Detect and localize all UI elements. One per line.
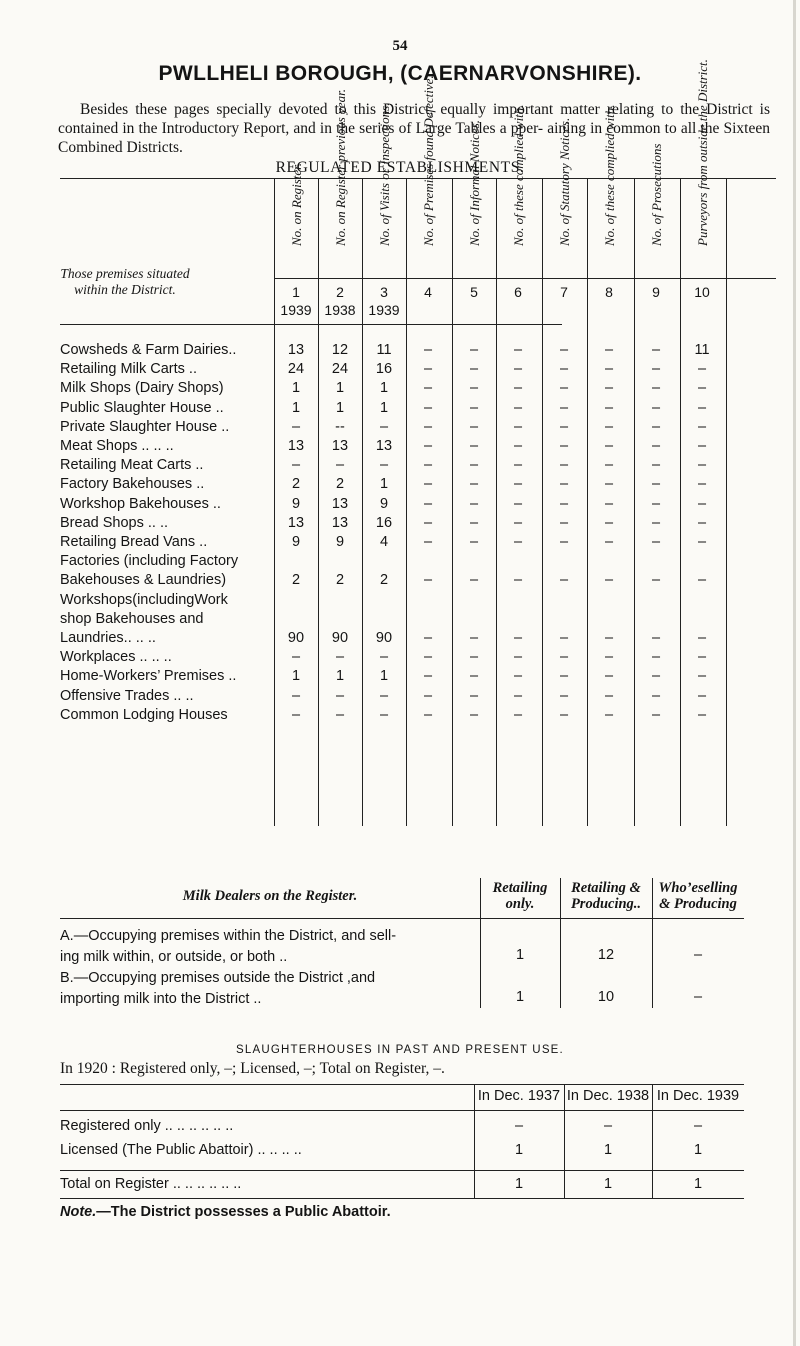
column-header-text: No. of these complied with.	[511, 104, 526, 246]
page-number: 54	[392, 38, 408, 54]
milk-dealers-header: Milk Dealers on the Register.	[182, 888, 358, 904]
row-label: Workshops(includingWork	[60, 591, 228, 608]
table-cell: –	[604, 572, 614, 589]
table-cell: –	[513, 572, 523, 589]
column-header-text: No. on Register.	[289, 162, 304, 246]
row-label: Retailing Meat Carts ..	[60, 457, 204, 474]
column-header-1	[276, 162, 318, 260]
table-cell: 16	[375, 514, 393, 531]
section-title: REGULATED ESTABLISHMENTS.	[275, 159, 525, 176]
column-number: 6	[514, 284, 522, 300]
table-cell: –	[513, 361, 523, 378]
table-cell: 24	[287, 361, 305, 378]
table-cell: 90	[375, 630, 393, 646]
table-cell: 13	[287, 342, 305, 358]
table-cell: –	[469, 668, 479, 685]
sl-row-label: Total on Register .. .. .. .. .. ..	[60, 1176, 242, 1192]
row-label: Factory Bakehouses ..	[60, 476, 205, 493]
table-cell: 24	[331, 361, 349, 378]
table-cell: 2	[291, 572, 301, 589]
milk-cell: –	[693, 947, 703, 963]
table-cell: 13	[287, 438, 305, 454]
table-cell: –	[423, 495, 433, 512]
table-cell: –	[513, 380, 523, 397]
sl-column-header: In Dec. 1938	[566, 1088, 650, 1104]
table-cell: 1	[335, 399, 345, 416]
column-number: 1	[292, 284, 300, 300]
table-cell: –	[697, 399, 707, 416]
row-label: Workshop Bakehouses ..	[60, 495, 221, 512]
table-cell: –	[559, 418, 569, 435]
column-header-8	[589, 104, 631, 260]
table-cell: –	[559, 438, 569, 454]
table-cell: –	[379, 418, 389, 435]
column-number: 4	[424, 284, 432, 300]
row-label: Factories (including Factory	[60, 553, 239, 570]
table-cell: –	[559, 534, 569, 550]
sl-column-header: In Dec. 1939	[656, 1088, 740, 1104]
table-cell: –	[559, 668, 569, 685]
table-cell: –	[335, 457, 345, 474]
table-cell: 1	[291, 380, 301, 397]
table-cell: –	[513, 399, 523, 416]
table-cell: –	[651, 457, 661, 474]
table-cell: –	[697, 572, 707, 589]
note-prefix: Note.	[60, 1204, 97, 1220]
row-label: Laundries.. .. ..	[60, 630, 156, 646]
column-header-text: No. of Statutory Notices.	[557, 117, 572, 246]
milk-cell: –	[693, 989, 703, 1005]
table-cell: –	[469, 706, 479, 723]
table-cell: 11	[376, 342, 392, 358]
table-cell: –	[559, 495, 569, 512]
column-header-text: No. of Prosecutions	[649, 143, 664, 246]
milk-cell: 10	[597, 989, 615, 1005]
table-cell: –	[423, 687, 433, 704]
table-cell: 11	[694, 342, 710, 358]
milk-row-label: ing milk within, or outside, or both ..	[60, 949, 288, 965]
row-label: Public Slaughter House ..	[60, 399, 224, 416]
milk-row-label: A.—Occupying premises within the District, and sell-	[60, 928, 397, 944]
table-cell: –	[423, 572, 433, 589]
table-cell: –	[559, 514, 569, 531]
column-year: 1939	[280, 302, 312, 318]
table-cell: –	[604, 380, 614, 397]
table-cell: 1	[379, 476, 389, 493]
table-cell: –	[469, 514, 479, 531]
table-cell: –	[604, 457, 614, 474]
table-cell: –	[513, 418, 523, 435]
milk-row-label: B.—Occupying premises outside the District ,and	[60, 970, 376, 986]
table-cell: 1	[291, 399, 301, 416]
column-header-text: No. of Visits or Inspections.	[377, 102, 392, 246]
milk-column-header: Retailing & Producing..	[570, 880, 642, 912]
row-label: Bread Shops .. ..	[60, 514, 169, 531]
table-cell: –	[604, 438, 614, 454]
table-cell: –	[697, 380, 707, 397]
table-cell: –	[423, 476, 433, 493]
table-cell: –	[513, 438, 523, 454]
table-cell: –	[513, 668, 523, 685]
table-cell: 1	[335, 380, 345, 397]
sl-total-rule	[60, 1170, 744, 1171]
row-label: shop Bakehouses and	[60, 610, 204, 627]
column-number: 7	[560, 284, 568, 300]
sl-row-label: Registered only .. .. .. .. .. ..	[60, 1118, 234, 1134]
table-cell: –	[379, 649, 389, 666]
column-header-4	[408, 75, 450, 260]
table-cell: 1	[379, 399, 389, 416]
table-cell: 9	[291, 495, 301, 512]
table-cell: –	[423, 534, 433, 550]
column-header-text: No. on Register previous year.	[333, 89, 348, 246]
table-cell: –	[697, 514, 707, 531]
table-cell: –	[651, 687, 661, 704]
column-header-text: Purveyors from outside the District.	[695, 59, 710, 246]
table-cell: 1	[335, 668, 345, 685]
row-label: Home-Workers’ Premises ..	[60, 668, 237, 685]
table-cell: –	[651, 438, 661, 454]
table-cell: 2	[379, 572, 389, 589]
table-cell: 2	[291, 476, 301, 493]
column-header-6	[498, 104, 540, 260]
row-label: Workplaces .. .. ..	[60, 649, 172, 666]
table-cell: –	[604, 687, 614, 704]
column-rule	[726, 178, 727, 826]
sl-column-header: In Dec. 1937	[477, 1088, 561, 1104]
note	[60, 1204, 391, 1220]
table-cell: 2	[335, 476, 345, 493]
table-cell: –	[513, 342, 523, 358]
slaughterhouses-title: SLAUGHTERHOUSES IN PAST AND PRESENT USE.	[236, 1044, 564, 1056]
table-cell: –	[697, 630, 707, 646]
table-cell: –	[291, 418, 301, 435]
table-cell: –	[559, 476, 569, 493]
column-number: 3	[380, 284, 388, 300]
table-cell: –	[697, 706, 707, 723]
table-cell: –	[559, 687, 569, 704]
table-cell: –	[697, 495, 707, 512]
table-cell: –	[469, 438, 479, 454]
milk-cell: 1	[515, 989, 525, 1005]
sl-cell: 1	[514, 1176, 524, 1192]
row-label: Retailing Milk Carts ..	[60, 361, 197, 378]
table-cell: –	[423, 668, 433, 685]
sl-cell: 1	[603, 1176, 613, 1192]
table-cell: --	[335, 418, 345, 435]
table-cell: –	[469, 572, 479, 589]
sl-cell: 1	[693, 1176, 703, 1192]
slaughterhouses-table	[60, 1084, 780, 1204]
table-cell: –	[651, 706, 661, 723]
note-text: —The District possesses a Public Abattoir.	[96, 1204, 391, 1220]
table-cell: –	[291, 687, 301, 704]
table-cell: –	[469, 687, 479, 704]
column-header-5	[454, 119, 496, 260]
row-header-label: Those premises situated within the District.	[60, 266, 190, 297]
table-cell: –	[423, 706, 433, 723]
table-cell: –	[469, 361, 479, 378]
column-header-text: No. of Informal Notices.	[467, 119, 482, 246]
table-cell: 2	[335, 572, 345, 589]
table-cell: –	[604, 476, 614, 493]
table-cell: –	[604, 706, 614, 723]
table-cell: 13	[331, 514, 349, 531]
table-cell: 13	[331, 438, 349, 454]
table-cell: –	[379, 706, 389, 723]
table-cell: –	[469, 495, 479, 512]
milk-dealers-table	[60, 878, 780, 1008]
table-cell: –	[651, 514, 661, 531]
table-cell: –	[559, 361, 569, 378]
table-cell: –	[379, 457, 389, 474]
table-cell: –	[469, 649, 479, 666]
column-header-9	[636, 143, 678, 260]
row-label: Private Slaughter House ..	[60, 418, 230, 435]
sl-row-label: Licensed (The Public Abattoir) .. .. .. ..	[60, 1142, 302, 1158]
table-cell: –	[559, 649, 569, 666]
slaughterhouses-summary: In 1920 : Registered only, –; Licensed, –; Total on Register, –.	[60, 1060, 445, 1077]
sl-cell: 1	[514, 1142, 524, 1158]
table-cell: –	[423, 361, 433, 378]
column-header-text: No. of Premises found Defective.	[421, 75, 436, 246]
table-cell: 1	[379, 668, 389, 685]
sl-cell: –	[693, 1118, 703, 1134]
table-cell: –	[604, 649, 614, 666]
table-cell: –	[335, 706, 345, 723]
table-cell: –	[513, 630, 523, 646]
table-cell: –	[513, 476, 523, 493]
sl-cell: 1	[693, 1142, 703, 1158]
table-cell: –	[697, 457, 707, 474]
table-cell: –	[697, 476, 707, 493]
table-cell: –	[697, 534, 707, 550]
column-header-text: No. of these complied with.	[602, 104, 617, 246]
table-cell: –	[559, 399, 569, 416]
row-label: Milk Shops (Dairy Shops)	[60, 380, 224, 397]
table-cell: –	[651, 649, 661, 666]
table-cell: –	[697, 438, 707, 454]
milk-column-header: Retailing only.	[492, 880, 548, 912]
column-number: 8	[605, 284, 613, 300]
milk-cell: 1	[515, 947, 525, 963]
table-cell: –	[469, 457, 479, 474]
column-header-7	[544, 117, 586, 260]
sl-cell: –	[514, 1118, 524, 1134]
table-cell: –	[469, 399, 479, 416]
table-cell: 4	[379, 534, 389, 550]
table-cell: –	[335, 649, 345, 666]
table-cell: –	[604, 342, 614, 358]
table-cell: –	[291, 706, 301, 723]
table-cell: –	[651, 476, 661, 493]
table-cell: 1	[379, 380, 389, 397]
table-cell: –	[513, 649, 523, 666]
row-label: Retailing Bread Vans ..	[60, 534, 208, 550]
row-label: Common Lodging Houses	[60, 706, 228, 723]
table-cell: –	[513, 706, 523, 723]
table-top-rule	[60, 178, 776, 179]
table-cell: –	[423, 418, 433, 435]
table-cell: –	[697, 668, 707, 685]
table-cell: –	[697, 649, 707, 666]
column-year: 1938	[324, 302, 356, 318]
table-cell: –	[469, 380, 479, 397]
table-cell: –	[513, 534, 523, 550]
table-cell: –	[513, 514, 523, 531]
column-header-10	[682, 59, 724, 260]
table-cell: –	[559, 572, 569, 589]
table-cell: 90	[287, 630, 305, 646]
table-cell: –	[469, 534, 479, 550]
row-label: Cowsheds & Farm Dairies..	[60, 342, 237, 358]
table-cell: 9	[335, 534, 345, 550]
table-cell: –	[651, 361, 661, 378]
table-cell: –	[651, 572, 661, 589]
table-cell: 16	[375, 361, 393, 378]
column-number: 9	[652, 284, 660, 300]
column-number: 2	[336, 284, 344, 300]
table-cell: –	[604, 361, 614, 378]
intro-text: Besides these pages specially devoted to this District, equally important matter relating to the District is contained in the Introductory Report, and in the series of Large Tables a pper- aining in common to all the Sixteen Combined Districts.	[58, 101, 770, 156]
table-cell: –	[604, 630, 614, 646]
sl-cell: 1	[603, 1142, 613, 1158]
table-cell: 90	[331, 630, 349, 646]
row-label: Bakehouses & Laundries)	[60, 572, 227, 589]
table-cell: –	[651, 534, 661, 550]
column-header-3	[364, 102, 406, 260]
table-cell: –	[469, 342, 479, 358]
table-cell: –	[559, 342, 569, 358]
table-cell: –	[559, 457, 569, 474]
sl-top-rule	[60, 1084, 744, 1085]
table-cell: –	[469, 418, 479, 435]
milk-header-rule	[60, 918, 744, 919]
table-cell: –	[604, 534, 614, 550]
column-number: 5	[470, 284, 478, 300]
header-number-rule	[274, 278, 776, 279]
table-cell: –	[423, 630, 433, 646]
table-cell: –	[604, 514, 614, 531]
page-edge-shadow	[793, 0, 796, 1346]
table-cell: 9	[379, 495, 389, 512]
header-bottom-rule	[60, 324, 562, 325]
column-header-2	[320, 89, 362, 260]
column-year: 1939	[368, 302, 400, 318]
table-cell: –	[651, 668, 661, 685]
table-cell: –	[651, 342, 661, 358]
table-cell: –	[423, 342, 433, 358]
table-cell: 12	[331, 342, 349, 358]
table-cell: –	[291, 649, 301, 666]
table-cell: –	[559, 706, 569, 723]
table-cell: –	[423, 649, 433, 666]
column-number: 10	[694, 284, 710, 300]
table-cell: –	[651, 380, 661, 397]
table-cell: –	[559, 380, 569, 397]
table-cell: –	[469, 476, 479, 493]
table-cell: –	[604, 418, 614, 435]
table-cell: 13	[287, 514, 305, 531]
table-cell: –	[697, 418, 707, 435]
sl-cell: –	[603, 1118, 613, 1134]
table-cell: –	[651, 495, 661, 512]
table-cell: –	[604, 495, 614, 512]
milk-column-header: Who’eselling & Producing	[658, 880, 738, 912]
table-cell: –	[335, 687, 345, 704]
table-cell: –	[469, 630, 479, 646]
table-cell: –	[291, 457, 301, 474]
table-cell: –	[379, 687, 389, 704]
milk-cell: 12	[597, 947, 615, 963]
table-cell: –	[651, 630, 661, 646]
table-cell: –	[651, 399, 661, 416]
table-cell: –	[513, 457, 523, 474]
sl-bottom-rule	[60, 1198, 744, 1199]
table-cell: –	[423, 380, 433, 397]
table-cell: –	[423, 514, 433, 531]
table-cell: 13	[375, 438, 393, 454]
table-cell: –	[513, 495, 523, 512]
table-cell: –	[423, 399, 433, 416]
row-label: Meat Shops .. .. ..	[60, 438, 174, 454]
table-cell: –	[697, 361, 707, 378]
table-cell: –	[697, 687, 707, 704]
table-cell: –	[423, 438, 433, 454]
sl-header-rule	[60, 1110, 744, 1111]
table-cell: –	[604, 668, 614, 685]
table-cell: –	[559, 630, 569, 646]
table-cell: 9	[291, 534, 301, 550]
page-title: PWLLHELI BOROUGH, (CAERNARVONSHIRE).	[158, 62, 642, 85]
row-label: Offensive Trades .. ..	[60, 687, 194, 704]
milk-row-label: importing milk into the District ..	[60, 991, 262, 1007]
table-cell: 1	[291, 668, 301, 685]
table-cell: –	[513, 687, 523, 704]
table-cell: –	[604, 399, 614, 416]
table-cell: –	[423, 457, 433, 474]
table-cell: 13	[331, 495, 349, 512]
table-cell: –	[651, 418, 661, 435]
